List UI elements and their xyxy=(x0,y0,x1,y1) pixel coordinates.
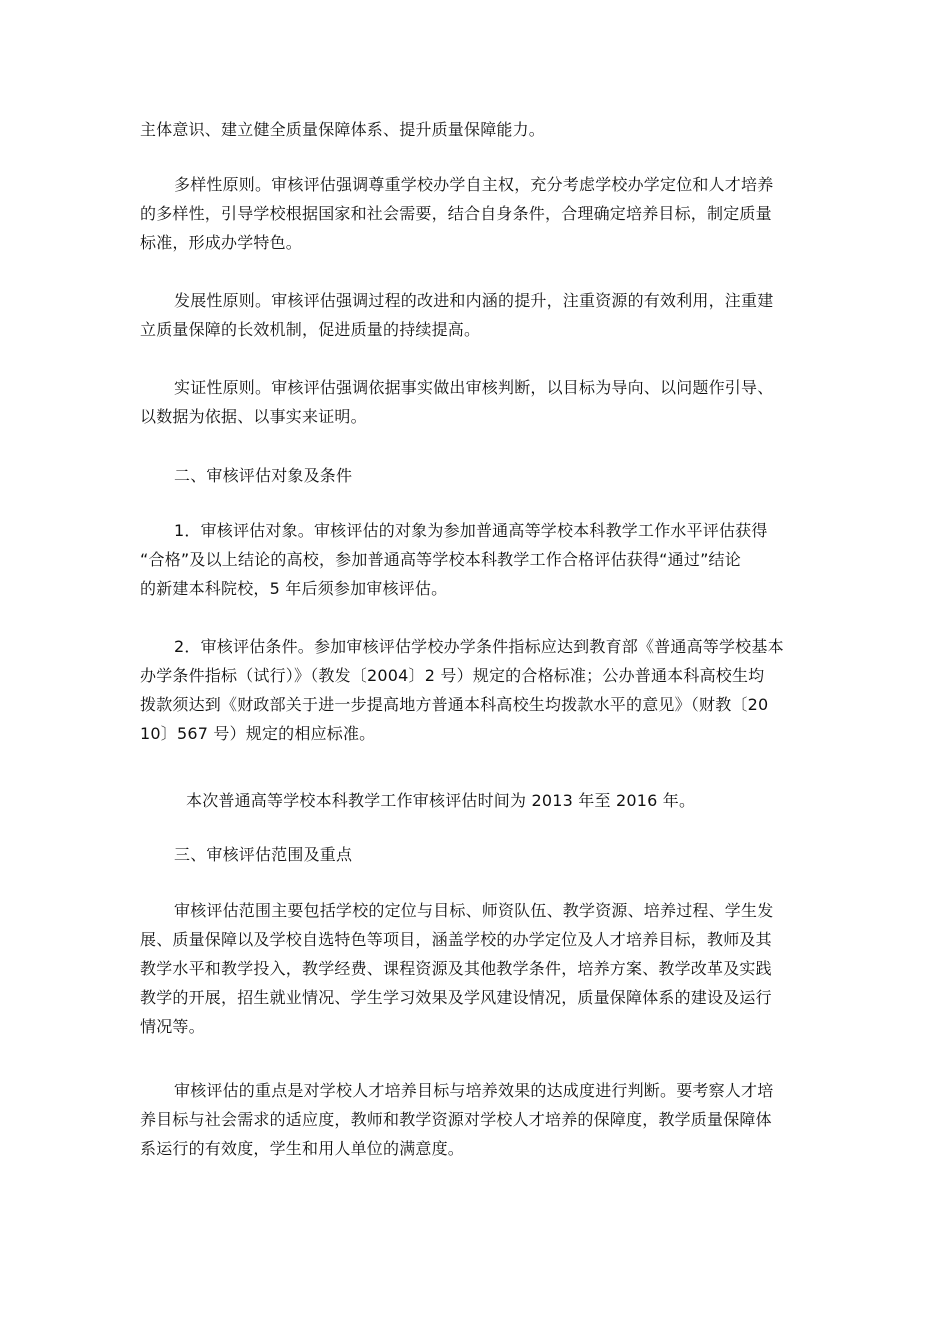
section-heading-3 xyxy=(140,840,820,869)
text-line: 多样性原则。审核评估强调尊重学校办学自主权，充分考虑学校办学定位和人才培养 xyxy=(174,175,774,194)
paragraph-evidence-principle xyxy=(140,373,820,431)
heading-text: 二、审核评估对象及条件 xyxy=(174,466,353,485)
text-line: 的新建本科院校，5 年后须参加审核评估。 xyxy=(140,579,448,598)
text-line: 系运行的有效度，学生和用人单位的满意度。 xyxy=(140,1139,465,1158)
heading-text: 三、审核评估范围及重点 xyxy=(174,845,353,864)
paragraph-diversity-principle xyxy=(140,170,820,257)
paragraph-evaluation-conditions xyxy=(140,632,820,748)
text-line: 实证性原则。审核评估强调依据事实做出审核判断，以目标为导向、以问题作引导、 xyxy=(174,378,774,397)
text-line: 审核评估范围主要包括学校的定位与目标、师资队伍、教学资源、培养过程、学生发 xyxy=(174,901,774,920)
text-line: 审核评估的重点是对学校人才培养目标与培养效果的达成度进行判断。要考察人才培 xyxy=(174,1081,774,1100)
text-line: 2．审核评估条件。参加审核评估学校办学条件指标应达到教育部《普通高等学校基本 xyxy=(174,637,784,656)
text-line: 拨款须达到《财政部关于进一步提高地方普通本科高校生均拨款水平的意见》（财教〔20 xyxy=(140,695,769,714)
text-line: 主体意识、建立健全质量保障体系、提升质量保障能力。 xyxy=(140,120,546,139)
paragraph-continuation xyxy=(140,115,820,144)
text-line: 养目标与社会需求的适应度，教师和教学资源对学校人才培养的保障度，教学质量保障体 xyxy=(140,1110,772,1129)
paragraph-evaluation-period xyxy=(140,786,820,815)
text-line: 发展性原则。审核评估强调过程的改进和内涵的提升，注重资源的有效利用，注重建 xyxy=(174,291,774,310)
text-line: “合格”及以上结论的高校，参加普通高等学校本科教学工作合格评估获得“通过”结论 xyxy=(140,550,741,569)
paragraph-evaluation-scope xyxy=(140,896,820,1041)
section-heading-2 xyxy=(140,461,820,490)
text-line: 的多样性，引导学校根据国家和社会需要，结合自身条件，合理确定培养目标，制定质量 xyxy=(140,204,772,223)
text-line: 展、质量保障以及学校自选特色等项目，涵盖学校的办学定位及人才培养目标，教师及其 xyxy=(140,930,772,949)
text-line: 教学水平和教学投入，教学经费、课程资源及其他教学条件，培养方案、教学改革及实践 xyxy=(140,959,772,978)
text-line: 办学条件指标（试行）》（教发〔2004〕2 号）规定的合格标准；公办普通本科高校生均 xyxy=(140,666,765,685)
paragraph-development-principle xyxy=(140,286,820,344)
text-line: 本次普通高等学校本科教学工作审核评估时间为 2013 年至 2016 年。 xyxy=(186,791,696,810)
paragraph-evaluation-focus xyxy=(140,1076,820,1163)
paragraph-evaluation-object xyxy=(140,516,820,603)
text-line: 立质量保障的长效机制，促进质量的持续提高。 xyxy=(140,320,481,339)
text-line: 情况等。 xyxy=(140,1017,205,1036)
text-line: 1．审核评估对象。审核评估的对象为参加普通高等学校本科教学工作水平评估获得 xyxy=(174,521,768,540)
text-line: 标准，形成办学特色。 xyxy=(140,233,303,252)
text-line: 教学的开展，招生就业情况、学生学习效果及学风建设情况，质量保障体系的建设及运行 xyxy=(140,988,772,1007)
text-line: 以数据为依据、以事实来证明。 xyxy=(140,407,367,426)
text-line: 10〕567 号）规定的相应标准。 xyxy=(140,724,376,743)
